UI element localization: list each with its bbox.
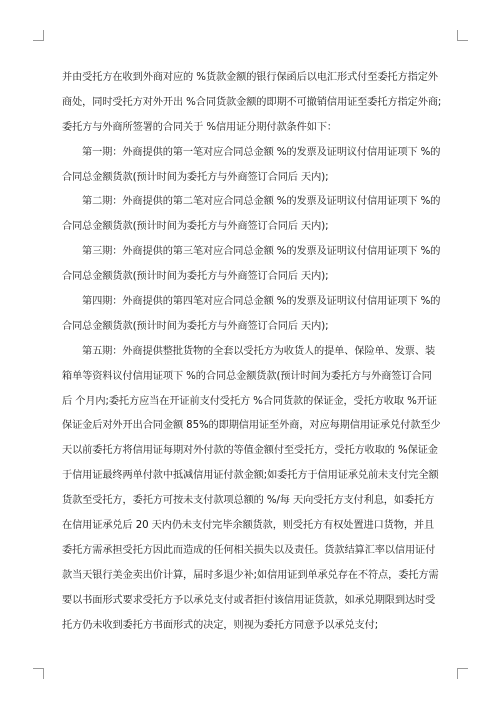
- page-corner-mark-bottom-left: [33, 668, 44, 679]
- page-corner-mark-bottom-right: [457, 668, 468, 679]
- text-line: 货款至受托方，委托方可按未支付款项总额的 %/每 天向受托方支付利息，如委托方: [62, 495, 435, 507]
- text-line: 要以书面形式要求受托方予以承兑支付或者拒付该信用证货款，如承兑期限到达时受: [62, 594, 436, 606]
- text-line: 保证金后对外开出合同金额 85%的即期信用证至外商，对应每期信用证承兑付款至少: [62, 420, 441, 432]
- page-corner-mark-top-right: [457, 30, 468, 41]
- text-line: 于信用证最终两单付款中抵减信用证付款金额;如委托方于信用证承兑前未支付完全额: [62, 470, 439, 482]
- text-line: 合同总金额货款(预计时间为委托方与外商签订合同后 天内);: [62, 221, 329, 233]
- page-corner-mark-top-left: [33, 30, 44, 41]
- text-line: 第五期：外商提供整批货物的全套以受托方为收货人的提单、保险单、发票、装: [82, 345, 436, 357]
- text-line: 后 个月内;委托方应当在开证前支付受托方 %合同货款的保证金，受托方收取 %开证: [62, 395, 437, 407]
- text-line: 委托方与外商所签署的合同关于 %信用证分期付款条件如下：: [62, 121, 337, 133]
- text-line: 第三期：外商提供的第三笔对应合同总金额 %的发票及证明议付信用证项下 %的: [82, 246, 441, 258]
- text-line: 在信用证承兑后 20 天内仍未支付完毕余额货款，则受托方有权处置进口货物，并且: [62, 520, 435, 532]
- text-line: 托方仍未收到委托方书面形式的决定，则视为委托方同意予以承兑支付;: [62, 619, 379, 631]
- text-line: 委托方需承担受托方因此而造成的任何相关损失以及责任。货款结算汇率以信用证付: [62, 544, 436, 556]
- text-line: 第二期：外商提供的第二笔对应合同总金额 %的发票及证明议付信用证项下 %的: [82, 196, 441, 208]
- text-line: 第一期：外商提供的第一笔对应合同总金额 %的发票及证明议付信用证项下 %的: [82, 146, 441, 158]
- text-line: 天以前委托方将信用证每期对外付款的等值金额付至受托方，受托方收取的 %保证金: [62, 445, 438, 457]
- text-line: 商处，同时受托方对外开出 %合同货款金额的即期不可撤销信用证至委托方指定外商;: [62, 96, 442, 108]
- text-line: 箱单等资料议付信用证项下 %的合同总金额货款(预计时间为委托方与外商签订合同: [62, 370, 432, 382]
- text-line: 款当天银行美金卖出价计算，届时多退少补;如信用证到单承兑存在不符点，委托方需: [62, 569, 439, 581]
- text-line: 合同总金额货款(预计时间为委托方与外商签订合同后 天内);: [62, 320, 329, 332]
- document-body: [62, 66, 450, 638]
- text-line: 第四期：外商提供的第四笔对应合同总金额 %的发票及证明议付信用证项下 %的: [82, 296, 441, 308]
- text-line: 合同总金额货款(预计时间为委托方与外商签订合同后 天内);: [62, 271, 329, 283]
- text-line: 合同总金额货款(预计时间为委托方与外商签订合同后 天内);: [62, 171, 329, 183]
- text-line: 并由受托方在收到外商对应的 %货款金额的银行保函后以电汇形式付至委托方指定外: [62, 72, 438, 83]
